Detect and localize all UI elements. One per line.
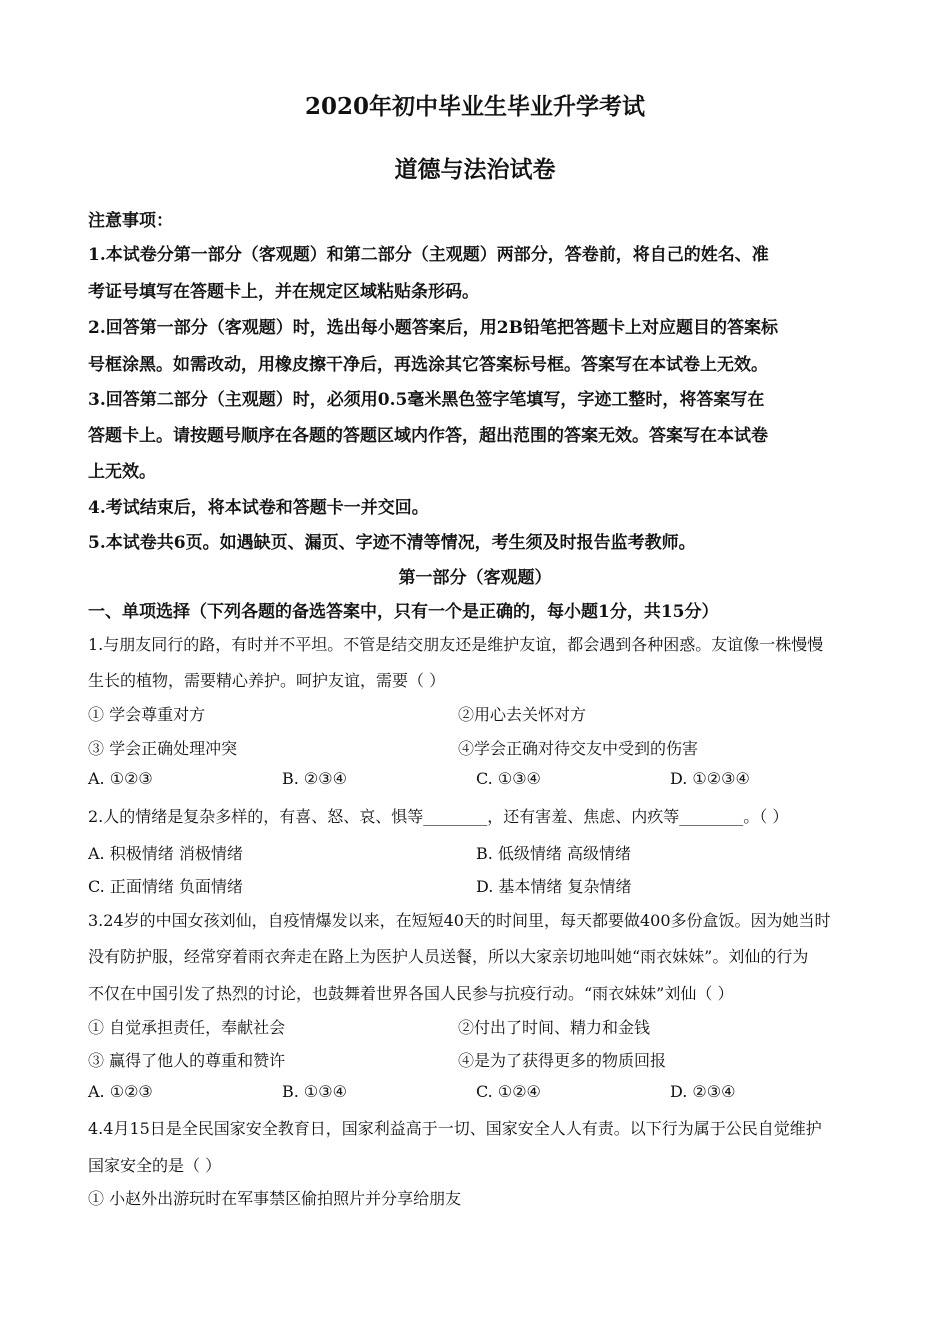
statement-item: ②付出了时间、精力和金钱	[458, 1018, 651, 1037]
notice-line: 考证号填写在答题卡上，并在规定区域粘贴条形码。	[88, 282, 479, 302]
question-stem: 不仅在中国引发了热烈的讨论，也鼓舞着世界各国人民参与抗疫行动。“雨衣妹妹”刘仙（ ）	[88, 984, 734, 1003]
statement-item: ① 自觉承担责任，奉献社会	[88, 1018, 286, 1037]
choice-a: A. 积极情绪 消极情绪	[88, 844, 243, 863]
choice-b: B. ①③④	[282, 1082, 347, 1101]
statement-item: ③ 赢得了他人的尊重和赞许	[88, 1051, 286, 1070]
question-stem: 国家安全的是（ ）	[88, 1156, 222, 1175]
question-stem: 生长的植物，需要精心养护。呵护友谊，需要（ ）	[88, 671, 446, 690]
choice-d: D. ①②③④	[670, 769, 750, 788]
statement-item: ③ 学会正确处理冲突	[88, 739, 238, 758]
part-heading: 第一部分（客观题）	[398, 568, 552, 588]
question-stem: 没有防护服，经常穿着雨衣奔走在路上为医护人员送餐，所以大家亲切地叫她“雨衣妹妹”。刘仙的行为	[88, 947, 809, 966]
notice-line: 5.本试卷共6页。如遇缺页、漏页、字迹不清等情况，考生须及时报告监考教师。	[88, 533, 696, 553]
question-stem: 4.4月15日是全民国家安全教育日，国家利益高于一切、国家安全人人有责。以下行为属于公民自觉维护	[88, 1119, 822, 1138]
question-stem: 1.与朋友同行的路，有时并不平坦。不管是结交朋友还是维护友谊，都会遇到各种困惑。友谊像一株慢慢	[88, 635, 824, 654]
exam-title: 2020年初中毕业生毕业升学考试	[304, 93, 645, 120]
notice-line: 3.回答第二部分（主观题）时，必须用0.5毫米黑色签字笔填写，字迹工整时，将答案写在	[88, 390, 765, 410]
choice-c: C. 正面情绪 负面情绪	[88, 877, 243, 896]
notice-line: 1.本试卷分第一部分（客观题）和第二部分（主观题）两部分，答卷前，将自己的姓名、准	[88, 245, 769, 265]
choice-a: A. ①②③	[88, 1082, 153, 1101]
statement-item: ②用心去关怀对方	[458, 705, 587, 724]
choice-b: B. 低级情绪 高级情绪	[476, 844, 632, 863]
statement-item: ④学会正确对待交友中受到的伤害	[458, 739, 699, 758]
choice-d: D. 基本情绪 复杂情绪	[476, 877, 632, 896]
section-heading: 一、单项选择（下列各题的备选答案中，只有一个是正确的，每小题1分，共15分）	[88, 602, 719, 622]
choice-b: B. ②③④	[282, 769, 347, 788]
notice-line: 4.考试结束后，将本试卷和答题卡一并交回。	[88, 498, 429, 518]
statement-item: ① 学会尊重对方	[88, 705, 206, 724]
choice-a: A. ①②③	[88, 769, 153, 788]
question-stem: 3.24岁的中国女孩刘仙，自疫情爆发以来，在短短40天的时间里，每天都要做400多份盒饭。因为她当时	[88, 911, 831, 930]
question-stem: 2.人的情绪是复杂多样的，有喜、怒、哀、惧等________，还有害羞、焦虑、内疚等________。（ ）	[88, 807, 789, 826]
notice-line: 答题卡上。请按题号顺序在各题的答题区域内作答，超出范围的答案无效。答案写在本试卷	[88, 426, 768, 446]
choice-c: C. ①③④	[476, 769, 541, 788]
notice-heading: 注意事项：	[88, 211, 173, 231]
statement-item: ① 小赵外出游玩时在军事禁区偷拍照片并分享给朋友	[88, 1189, 462, 1208]
choice-d: D. ②③④	[670, 1082, 736, 1101]
exam-subtitle: 道德与法治试卷	[394, 156, 556, 183]
statement-item: ④是为了获得更多的物质回报	[458, 1051, 667, 1070]
choice-c: C. ①②④	[476, 1082, 541, 1101]
notice-line: 上无效。	[88, 462, 156, 482]
notice-line: 2.回答第一部分（客观题）时，选出每小题答案后，用2B铅笔把答题卡上对应题目的答案标	[88, 318, 778, 338]
notice-line: 号框涂黑。如需改动，用橡皮擦干净后，再选涂其它答案标号框。答案写在本试卷上无效。	[88, 355, 768, 375]
